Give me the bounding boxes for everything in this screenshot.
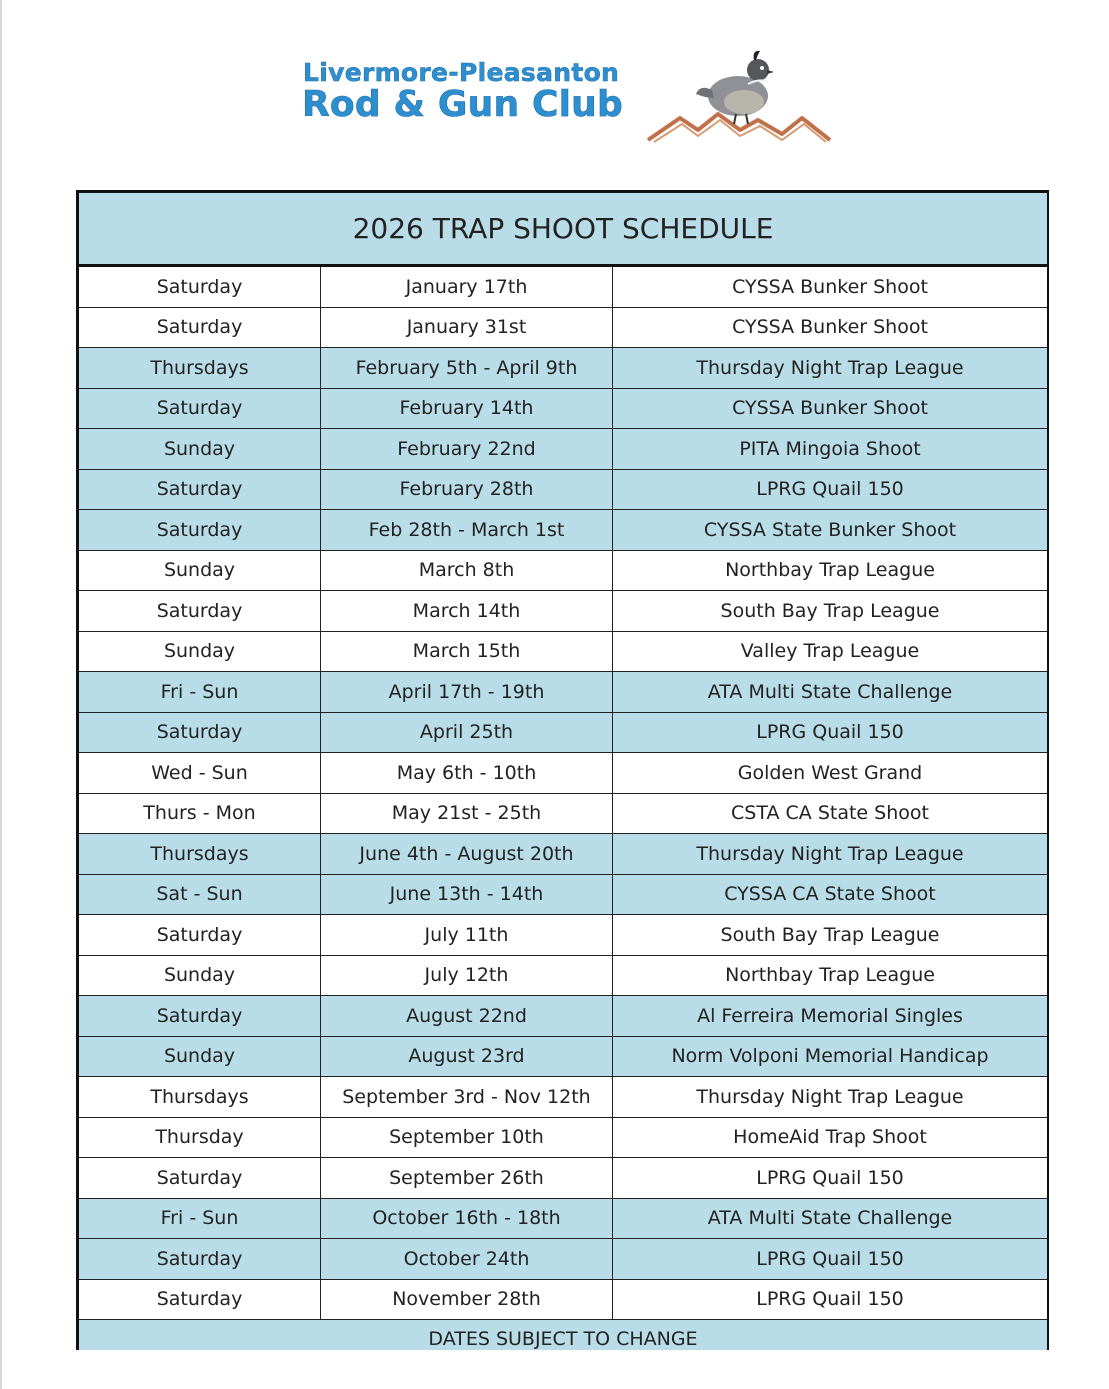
- table-row: [78, 874, 1049, 915]
- cell-event: CSTA CA State Shoot: [613, 793, 1049, 834]
- table-row: [78, 348, 1049, 389]
- table-row: [78, 266, 1049, 308]
- cell-date: January 17th: [321, 266, 613, 308]
- cell-date: July 11th: [321, 915, 613, 956]
- table-row: [78, 753, 1049, 794]
- cell-date: February 14th: [321, 388, 613, 429]
- cell-date: September 10th: [321, 1117, 613, 1158]
- cell-day: Thursdays: [78, 1077, 321, 1118]
- cell-event: Al Ferreira Memorial Singles: [613, 996, 1049, 1037]
- cell-day: Saturday: [78, 591, 321, 632]
- cell-day: Thursdays: [78, 834, 321, 875]
- table-row: [78, 1077, 1049, 1118]
- cell-date: April 25th: [321, 712, 613, 753]
- cell-day: Thursday: [78, 1117, 321, 1158]
- cell-event: CYSSA State Bunker Shoot: [613, 510, 1049, 551]
- cell-event: CYSSA CA State Shoot: [613, 874, 1049, 915]
- cell-event: LPRG Quail 150: [613, 1279, 1049, 1320]
- cell-day: Sunday: [78, 429, 321, 470]
- table-row: [78, 591, 1049, 632]
- cell-event: Golden West Grand: [613, 753, 1049, 794]
- cell-date: March 15th: [321, 631, 613, 672]
- cell-day: Saturday: [78, 996, 321, 1037]
- table-row: [78, 1239, 1049, 1280]
- cell-event: ATA Multi State Challenge: [613, 672, 1049, 713]
- logo-text-line1: Livermore-Pleasanton: [303, 58, 620, 87]
- schedule-table: [76, 190, 1049, 1350]
- cell-day: Sunday: [78, 631, 321, 672]
- cell-event: LPRG Quail 150: [613, 1239, 1049, 1280]
- cell-date: June 13th - 14th: [321, 874, 613, 915]
- cell-event: LPRG Quail 150: [613, 469, 1049, 510]
- cell-date: October 24th: [321, 1239, 613, 1280]
- cell-day: Sunday: [78, 1036, 321, 1077]
- cell-event: LPRG Quail 150: [613, 712, 1049, 753]
- cell-event: Norm Volponi Memorial Handicap: [613, 1036, 1049, 1077]
- cell-day: Thurs - Mon: [78, 793, 321, 834]
- cell-day: Fri - Sun: [78, 1198, 321, 1239]
- cell-event: Northbay Trap League: [613, 550, 1049, 591]
- table-row: [78, 631, 1049, 672]
- cell-day: Thursdays: [78, 348, 321, 389]
- cell-day: Saturday: [78, 1279, 321, 1320]
- cell-date: Feb 28th - March 1st: [321, 510, 613, 551]
- table-row: [78, 712, 1049, 753]
- table-row: [78, 793, 1049, 834]
- cell-date: September 26th: [321, 1158, 613, 1199]
- table-row: [78, 1158, 1049, 1199]
- quail-mountain-icon: [640, 48, 840, 148]
- table-row: [78, 429, 1049, 470]
- table-row: [78, 915, 1049, 956]
- cell-date: May 6th - 10th: [321, 753, 613, 794]
- cell-event: South Bay Trap League: [613, 915, 1049, 956]
- cell-event: South Bay Trap League: [613, 591, 1049, 632]
- table-row: [78, 510, 1049, 551]
- table-row: [78, 672, 1049, 713]
- cell-date: March 8th: [321, 550, 613, 591]
- table-row: [78, 1036, 1049, 1077]
- table-row: [78, 1279, 1049, 1320]
- cell-event: PITA Mingoia Shoot: [613, 429, 1049, 470]
- cell-day: Sunday: [78, 550, 321, 591]
- club-logo: [300, 48, 840, 148]
- page-edge: [0, 0, 2, 1389]
- cell-date: February 22nd: [321, 429, 613, 470]
- schedule-title: 2026 TRAP SHOOT SCHEDULE: [78, 192, 1049, 266]
- cell-date: August 23rd: [321, 1036, 613, 1077]
- cell-event: Thursday Night Trap League: [613, 834, 1049, 875]
- table-row: [78, 955, 1049, 996]
- cell-date: February 5th - April 9th: [321, 348, 613, 389]
- cell-date: March 14th: [321, 591, 613, 632]
- cell-event: HomeAid Trap Shoot: [613, 1117, 1049, 1158]
- table-row: [78, 1117, 1049, 1158]
- schedule-sheet: [76, 190, 1049, 1350]
- cell-day: Sat - Sun: [78, 874, 321, 915]
- cell-day: Saturday: [78, 307, 321, 348]
- table-row: [78, 1198, 1049, 1239]
- table-row: [78, 388, 1049, 429]
- table-row: [78, 469, 1049, 510]
- cell-date: April 17th - 19th: [321, 672, 613, 713]
- cell-day: Saturday: [78, 388, 321, 429]
- cell-day: Saturday: [78, 266, 321, 308]
- cell-date: July 12th: [321, 955, 613, 996]
- cell-date: November 28th: [321, 1279, 613, 1320]
- cell-event: Valley Trap League: [613, 631, 1049, 672]
- cell-date: January 31st: [321, 307, 613, 348]
- cell-date: September 3rd - Nov 12th: [321, 1077, 613, 1118]
- cell-day: Fri - Sun: [78, 672, 321, 713]
- cell-day: Saturday: [78, 915, 321, 956]
- cell-event: LPRG Quail 150: [613, 1158, 1049, 1199]
- cell-date: October 16th - 18th: [321, 1198, 613, 1239]
- cell-event: Thursday Night Trap League: [613, 348, 1049, 389]
- table-row: [78, 307, 1049, 348]
- table-row: [78, 996, 1049, 1037]
- cell-event: CYSSA Bunker Shoot: [613, 307, 1049, 348]
- cell-event: Thursday Night Trap League: [613, 1077, 1049, 1118]
- cell-date: June 4th - August 20th: [321, 834, 613, 875]
- cell-event: CYSSA Bunker Shoot: [613, 388, 1049, 429]
- cell-date: August 22nd: [321, 996, 613, 1037]
- cell-day: Saturday: [78, 469, 321, 510]
- cell-date: February 28th: [321, 469, 613, 510]
- cell-day: Sunday: [78, 955, 321, 996]
- cell-date: May 21st - 25th: [321, 793, 613, 834]
- cell-event: Northbay Trap League: [613, 955, 1049, 996]
- table-row: [78, 834, 1049, 875]
- cell-event: ATA Multi State Challenge: [613, 1198, 1049, 1239]
- cell-day: Saturday: [78, 1239, 321, 1280]
- cell-day: Saturday: [78, 712, 321, 753]
- schedule-footer: DATES SUBJECT TO CHANGE: [78, 1320, 1049, 1351]
- cell-day: Wed - Sun: [78, 753, 321, 794]
- logo-text-line2: Rod & Gun Club: [302, 84, 623, 125]
- table-row: [78, 550, 1049, 591]
- cell-event: CYSSA Bunker Shoot: [613, 266, 1049, 308]
- cell-day: Saturday: [78, 1158, 321, 1199]
- cell-day: Saturday: [78, 510, 321, 551]
